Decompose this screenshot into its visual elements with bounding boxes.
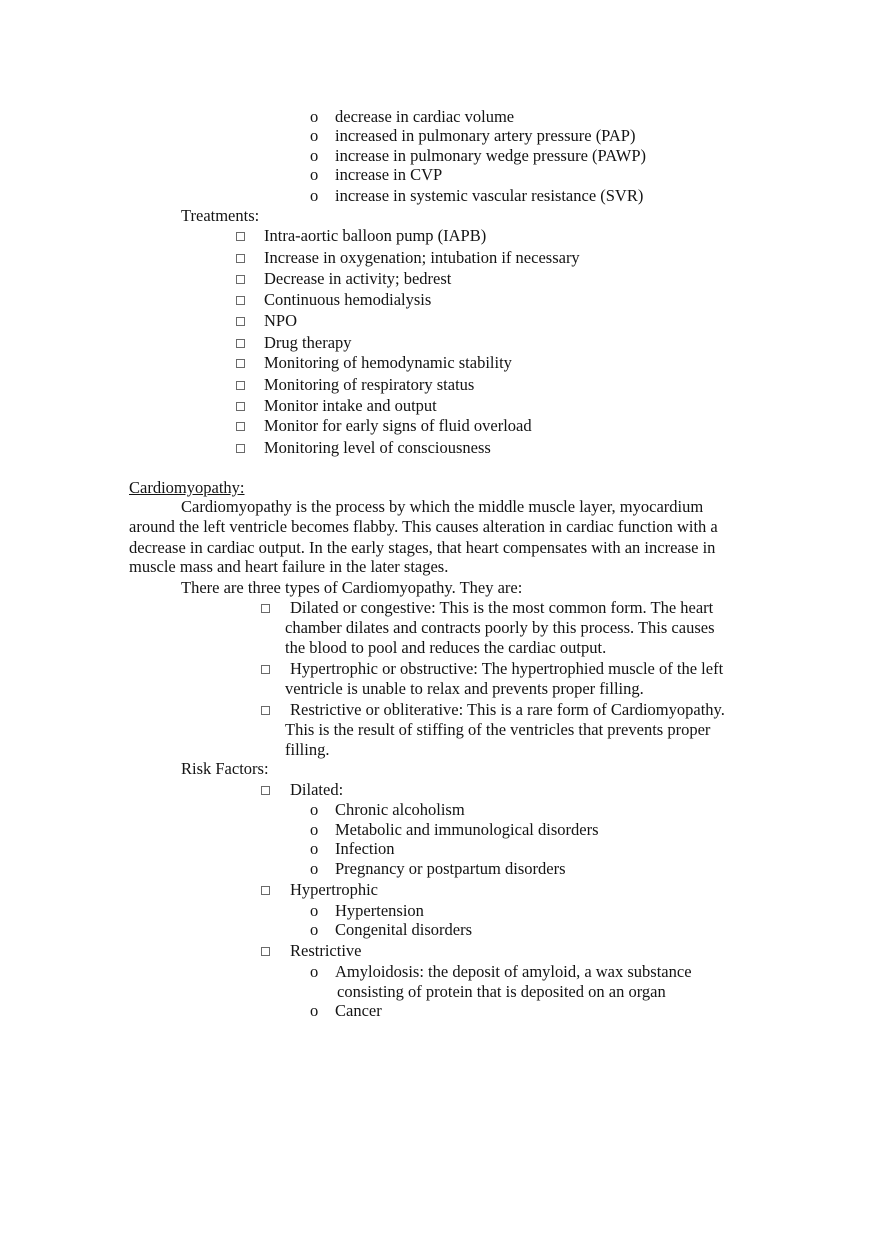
treatments-heading: Treatments:	[181, 206, 260, 225]
sub-bullet-marker: o	[310, 859, 319, 878]
type-item-line: Hypertrophic or obstructive: The hypertrophied muscle of the left	[290, 659, 724, 678]
risk-group-label: Dilated:	[290, 780, 344, 799]
treatment-item: Increase in oxygenation; intubation if necessary	[264, 248, 580, 267]
treatment-item: Continuous hemodialysis	[264, 290, 432, 309]
type-item-line: This is the result of stiffing of the ventricles that prevents proper	[285, 720, 711, 739]
cardiac-sign-item: increase in pulmonary wedge pressure (PAWP)	[335, 146, 647, 165]
checkbox-icon	[236, 296, 245, 305]
checkbox-icon	[261, 706, 270, 715]
sub-bullet-marker: o	[310, 107, 319, 126]
paragraph-line: around the left ventricle becomes flabby. This causes alteration in cardiac function with a	[129, 517, 718, 536]
sub-bullet-marker: o	[310, 962, 319, 981]
type-item-line: ventricle is unable to relax and prevents proper filling.	[285, 679, 644, 698]
treatment-item: Monitoring level of consciousness	[264, 438, 491, 457]
sub-bullet-marker: o	[310, 186, 319, 205]
sub-bullet-marker: o	[310, 126, 319, 145]
checkbox-icon	[236, 381, 245, 390]
treatment-item: Drug therapy	[264, 333, 352, 352]
checkbox-icon	[236, 422, 245, 431]
checkbox-icon	[236, 402, 245, 411]
checkbox-icon	[261, 604, 270, 613]
treatment-item: Monitoring of hemodynamic stability	[264, 353, 512, 372]
risk-factors-heading: Risk Factors:	[181, 759, 269, 778]
cardiomyopathy-heading: Cardiomyopathy:	[129, 478, 245, 497]
sub-bullet-marker: o	[310, 901, 319, 920]
type-item-line: Restrictive or obliterative: This is a rare form of Cardiomyopathy.	[290, 700, 725, 719]
sub-bullet-marker: o	[310, 1001, 319, 1020]
paragraph-line: decrease in cardiac output. In the early stages, that heart compensates with an increase in	[129, 538, 716, 557]
treatment-item: Monitoring of respiratory status	[264, 375, 475, 394]
risk-item: Chronic alcoholism	[335, 800, 465, 819]
checkbox-icon	[236, 444, 245, 453]
risk-item-continuation: consisting of protein that is deposited on an organ	[337, 982, 666, 1001]
checkbox-icon	[261, 665, 270, 674]
risk-item: Congenital disorders	[335, 920, 473, 939]
checkbox-icon	[261, 886, 270, 895]
risk-item: Pregnancy or postpartum disorders	[335, 859, 566, 878]
risk-item: Hypertension	[335, 901, 424, 920]
checkbox-icon	[261, 786, 270, 795]
checkbox-icon	[236, 232, 245, 241]
type-item-line: filling.	[285, 740, 330, 759]
type-item-line: the blood to pool and reduces the cardiac output.	[285, 638, 607, 657]
cardiac-sign-item: decrease in cardiac volume	[335, 107, 515, 126]
treatment-item: Monitor for early signs of fluid overload	[264, 416, 532, 435]
risk-item: Metabolic and immunological disorders	[335, 820, 599, 839]
checkbox-icon	[261, 947, 270, 956]
sub-bullet-marker: o	[310, 920, 319, 939]
treatment-item: Monitor intake and output	[264, 396, 437, 415]
sub-bullet-marker: o	[310, 820, 319, 839]
risk-group-label: Hypertrophic	[290, 880, 378, 899]
treatment-item: NPO	[264, 311, 298, 330]
risk-item: Infection	[335, 839, 395, 858]
sub-bullet-marker: o	[310, 839, 319, 858]
paragraph-line: Cardiomyopathy is the process by which the middle muscle layer, myocardium	[181, 497, 704, 516]
checkbox-icon	[236, 359, 245, 368]
sub-bullet-marker: o	[310, 146, 319, 165]
sub-bullet-marker: o	[310, 165, 319, 184]
checkbox-icon	[236, 317, 245, 326]
checkbox-icon	[236, 254, 245, 263]
risk-group-label: Restrictive	[290, 941, 362, 960]
checkbox-icon	[236, 339, 245, 348]
checkbox-icon	[236, 275, 245, 284]
cardiac-sign-item: increase in CVP	[335, 165, 443, 184]
type-item-line: Dilated or congestive: This is the most common form. The heart	[290, 598, 714, 617]
sub-bullet-marker: o	[310, 800, 319, 819]
cardiac-sign-item: increase in systemic vascular resistance (SVR)	[335, 186, 644, 205]
treatment-item: Decrease in activity; bedrest	[264, 269, 452, 288]
cardiac-sign-item: increased in pulmonary artery pressure (PAP)	[335, 126, 636, 145]
types-intro: There are three types of Cardiomyopathy. They are:	[181, 578, 523, 597]
treatment-item: Intra-aortic balloon pump (IAPB)	[264, 226, 487, 245]
risk-item: Cancer	[335, 1001, 382, 1020]
type-item-line: chamber dilates and contracts poorly by this process. This causes	[285, 618, 715, 637]
paragraph-line: muscle mass and heart failure in the later stages.	[129, 557, 449, 576]
risk-item: Amyloidosis: the deposit of amyloid, a wax substance	[335, 962, 692, 981]
